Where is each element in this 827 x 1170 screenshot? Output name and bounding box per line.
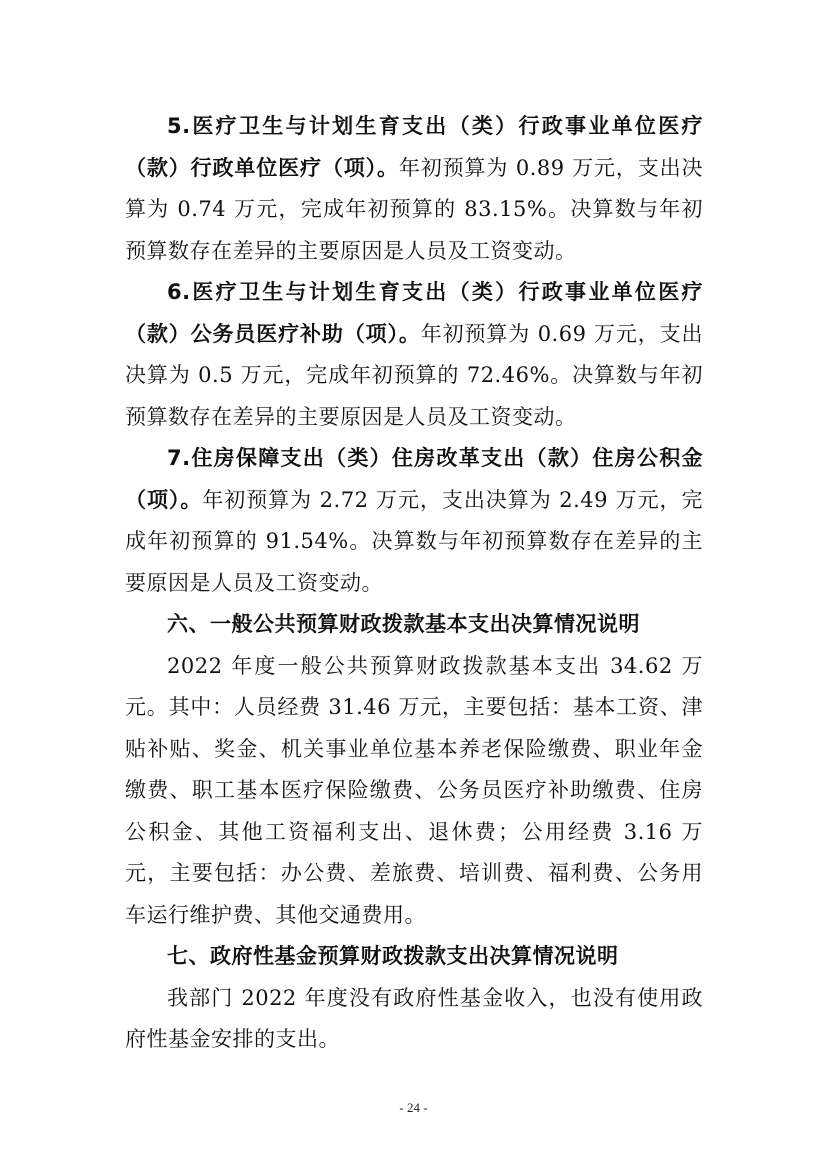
document-body bbox=[125, 106, 703, 1061]
section-7-title: 七、政府性基金预算财政拨款支出决算情况说明 bbox=[167, 944, 619, 968]
item-7-paragraph bbox=[125, 438, 703, 604]
item-7-text: 年初预算为 2.72 万元，支出决算为 2.49 万元，完成年初预算的 91.54%。决算数与年初预算数存在差异的主要原因是人员及工资变动。 bbox=[125, 487, 703, 595]
page-number: - 24 - bbox=[399, 1100, 428, 1115]
item-7-heading: 7.住房保障支出（类）住房改革支出（款）住房公积金（项）。 bbox=[125, 446, 703, 512]
section-6-text: 2022 年度一般公共预算财政拨款基本支出 34.62 万元。其中：人员经费 31.46 万元，主要包括：基本工资、津贴补贴、奖金、机关事业单位基本养老保险缴费、职业年金缴费、职工基本医疗保险缴费、公务员医疗补助缴费、住房公积金、其他工资福利支出、退休费；公用经费 3.16 万元，主要包括：办公费、差旅费、培训费、福利费、公务用车运行维护费、其他交通费用。 bbox=[125, 653, 703, 927]
item-5-text: 年初预算为 0.89 万元，支出决算为 0.74 万元，完成年初预算的 83.15%。决算数与年初预算数存在差异的主要原因是人员及工资变动。 bbox=[125, 155, 704, 263]
section-7-text: 我部门 2022 年度没有政府性基金收入，也没有使用政府性基金安排的支出。 bbox=[125, 985, 703, 1051]
item-6-text: 年初预算为 0.69 万元，支出决算为 0.5 万元，完成年初预算的 72.46%。决算数与年初预算数存在差异的主要原因是人员及工资变动。 bbox=[125, 321, 704, 429]
item-5-heading: 5.医疗卫生与计划生育支出（类）行政事业单位医疗（款）行政单位医疗（项）。 bbox=[125, 114, 703, 180]
item-6-paragraph bbox=[125, 272, 703, 438]
section-6-title: 六、一般公共预算财政拨款基本支出决算情况说明 bbox=[167, 612, 640, 636]
item-6-heading: 6.医疗卫生与计划生育支出（类）行政事业单位医疗（款）公务员医疗补助（项）。 bbox=[125, 280, 703, 346]
item-5-paragraph bbox=[125, 106, 703, 272]
